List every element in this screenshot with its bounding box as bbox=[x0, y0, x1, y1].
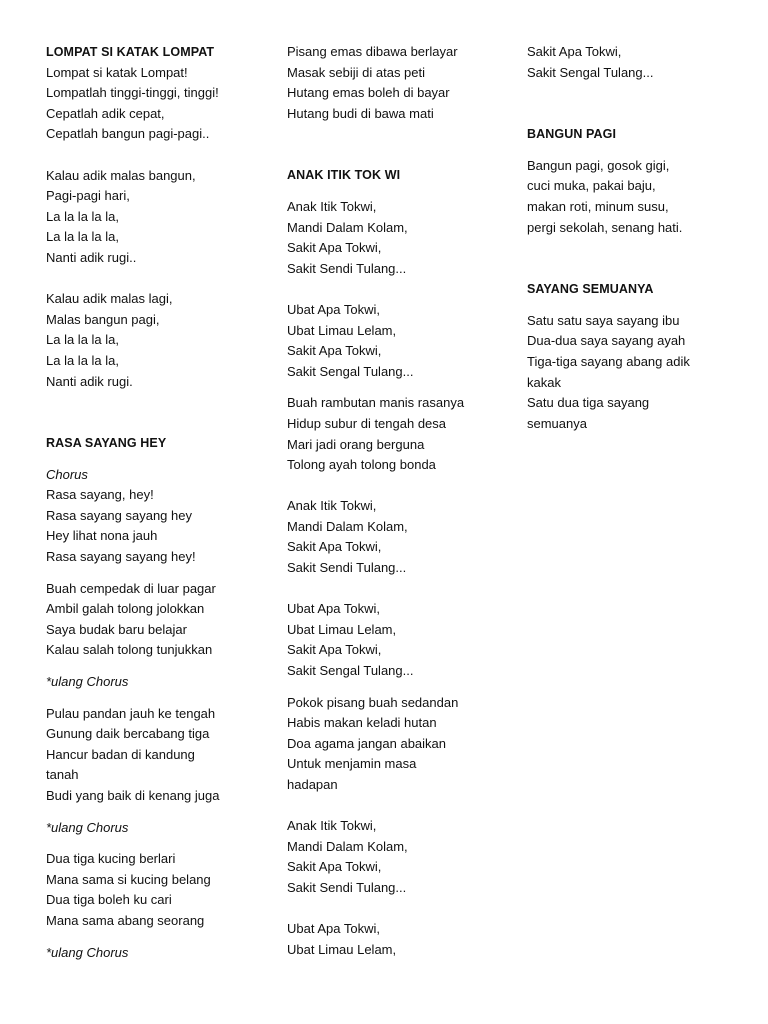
lyric-line: Sakit Apa Tokwi, bbox=[287, 343, 382, 359]
lyric-line: Pokok pisang buah sedandan bbox=[287, 694, 459, 710]
lyric-line: Kalau adik malas bangun, bbox=[46, 167, 196, 183]
lyric-line: Mandi Dalam Kolam, bbox=[287, 838, 408, 854]
chorus-label: Chorus bbox=[46, 466, 88, 482]
lyric-line: Pagi-pagi hari, bbox=[46, 188, 130, 204]
lyric-line: Ubat Limau Lelam, bbox=[287, 941, 397, 957]
lyric-line: Rasa sayang sayang hey! bbox=[46, 549, 196, 565]
song-title-lompat: LOMPAT SI KATAK LOMPAT bbox=[46, 45, 215, 59]
lyric-line: Ubat Apa Tokwi, bbox=[287, 601, 380, 617]
song-title-bangun-pagi: BANGUN PAGI bbox=[527, 127, 617, 142]
column-1 bbox=[46, 42, 271, 963]
lyric-line: Tiga-tiga sayang abang adik bbox=[527, 353, 690, 369]
lyric-line: Sakit Sengal Tulang... bbox=[287, 663, 414, 679]
lyric-line: Kalau salah tolong tunjukkan bbox=[46, 642, 213, 658]
lyric-line: Hidup subur di tengah desa bbox=[287, 415, 447, 431]
lyric-line: La la la la la, bbox=[46, 208, 119, 224]
lyric-line: tanah bbox=[46, 767, 79, 783]
lyric-line: Cepatlah bangun pagi-pagi.. bbox=[46, 126, 210, 142]
repeat-chorus-note: *ulang Chorus bbox=[46, 944, 129, 960]
lyric-line: Masak sebiji di atas peti bbox=[287, 64, 426, 80]
lyric-line: Lompatlah tinggi-tinggi, tinggi! bbox=[46, 85, 219, 101]
lyric-line: Dua tiga kucing berlari bbox=[46, 851, 176, 867]
repeat-chorus-note: *ulang Chorus bbox=[46, 674, 129, 690]
lyric-line: pergi sekolah, senang hati. bbox=[527, 219, 683, 235]
lyric-line: Sakit Apa Tokwi, bbox=[527, 44, 622, 59]
lyric-line: hadapan bbox=[287, 777, 338, 792]
lyric-line: Hutang emas boleh di bayar bbox=[287, 85, 450, 101]
lyric-line: Mana sama abang seorang bbox=[46, 912, 205, 928]
lyric-line: Saya budak baru belajar bbox=[46, 621, 187, 637]
lyric-line: Hancur badan di kandung bbox=[46, 746, 195, 762]
lyric-line: Malas bangun pagi, bbox=[46, 311, 160, 327]
lyric-line: Sakit Sengal Tulang... bbox=[527, 64, 654, 80]
lyric-line: makan roti, minum susu, bbox=[527, 198, 669, 214]
lyric-line: Hutang budi di bawa mati bbox=[287, 105, 434, 121]
lyric-line: Ubat Limau Lelam, bbox=[287, 621, 397, 637]
lyric-line: La la la la la, bbox=[46, 352, 119, 368]
lyric-line: Anak Itik Tokwi, bbox=[287, 818, 377, 834]
repeat-chorus-note: *ulang Chorus bbox=[46, 819, 129, 835]
lyric-line: Rasa sayang sayang hey bbox=[46, 507, 192, 523]
lyric-line: Ubat Apa Tokwi, bbox=[287, 301, 380, 317]
lyric-line: La la la la la, bbox=[46, 229, 119, 245]
lyric-line: Pisang emas dibawa berlayar bbox=[287, 44, 458, 59]
lyric-line: Hey lihat nona jauh bbox=[46, 528, 158, 544]
lyric-line: Cepatlah adik cepat, bbox=[46, 105, 165, 121]
lyric-line: Dua tiga boleh ku cari bbox=[46, 892, 172, 908]
lyric-line: Doa agama jangan abaikan bbox=[287, 735, 447, 751]
lyric-line: Bangun pagi, gosok gigi, bbox=[527, 157, 670, 173]
lyric-line: Ubat Limau Lelam, bbox=[287, 322, 397, 338]
lyric-line: Mana sama si kucing belang bbox=[46, 871, 211, 887]
lyric-line: kakak bbox=[527, 374, 561, 390]
lyric-line: Satu satu saya sayang ibu bbox=[527, 312, 680, 328]
lyric-line: semuanya bbox=[527, 415, 587, 431]
lyric-line: Budi yang baik di kenang juga bbox=[46, 788, 220, 803]
lyric-line: cuci muka, pakai baju, bbox=[527, 178, 656, 194]
lyric-line: Mandi Dalam Kolam, bbox=[287, 518, 408, 534]
song-title-rasa-sayang: RASA SAYANG HEY bbox=[46, 436, 167, 451]
lyric-line: Anak Itik Tokwi, bbox=[287, 198, 377, 214]
lyric-line: Mari jadi orang berguna bbox=[287, 436, 425, 452]
lyric-line: Gunung daik bercabang tiga bbox=[46, 726, 210, 742]
lyric-line: Buah rambutan manis rasanya bbox=[287, 395, 465, 411]
lyric-line: Tolong ayah tolong bonda bbox=[287, 457, 436, 473]
lyric-line: La la la la la, bbox=[46, 332, 119, 348]
lyric-line: Sakit Apa Tokwi, bbox=[287, 642, 382, 658]
lyric-line: Sakit Apa Tokwi, bbox=[287, 859, 382, 875]
lyric-line: Sakit Apa Tokwi, bbox=[287, 240, 382, 256]
lyric-line: Sakit Sendi Tulang... bbox=[287, 260, 407, 276]
lyric-line: Sakit Sendi Tulang... bbox=[287, 879, 407, 895]
lyric-line: Kalau adik malas lagi, bbox=[46, 291, 173, 307]
lyric-line: Mandi Dalam Kolam, bbox=[287, 219, 408, 235]
lyric-line: Habis makan keladi hutan bbox=[287, 715, 437, 731]
lyric-line: Sakit Apa Tokwi, bbox=[287, 539, 382, 555]
lyric-line: Satu dua tiga sayang bbox=[527, 395, 650, 411]
lyric-line: Rasa sayang, hey! bbox=[46, 487, 154, 503]
song-title-anak-itik: ANAK ITIK TOK WI bbox=[287, 168, 401, 183]
lyric-line: Ubat Apa Tokwi, bbox=[287, 921, 380, 937]
lyric-line: Ambil galah tolong jolokkan bbox=[46, 601, 205, 617]
lyric-line: Nanti adik rugi. bbox=[46, 373, 133, 389]
lyric-line: Buah cempedak di luar pagar bbox=[46, 580, 216, 596]
lyric-line: Untuk menjamin masa bbox=[287, 756, 417, 772]
lyric-line: Anak Itik Tokwi, bbox=[287, 498, 377, 514]
lyric-line: Lompat si katak Lompat! bbox=[46, 64, 188, 80]
column-2 bbox=[287, 42, 517, 960]
lyric-line: Pulau pandan jauh ke tengah bbox=[46, 705, 216, 721]
lyric-line: Sakit Sengal Tulang... bbox=[287, 363, 414, 379]
song-title-sayang-semuanya: SAYANG SEMUANYA bbox=[527, 282, 654, 297]
lyric-line: Dua-dua saya sayang ayah bbox=[527, 333, 686, 349]
lyric-line: Sakit Sendi Tulang... bbox=[287, 560, 407, 576]
lyric-line: Nanti adik rugi.. bbox=[46, 249, 137, 265]
column-3 bbox=[527, 42, 752, 434]
